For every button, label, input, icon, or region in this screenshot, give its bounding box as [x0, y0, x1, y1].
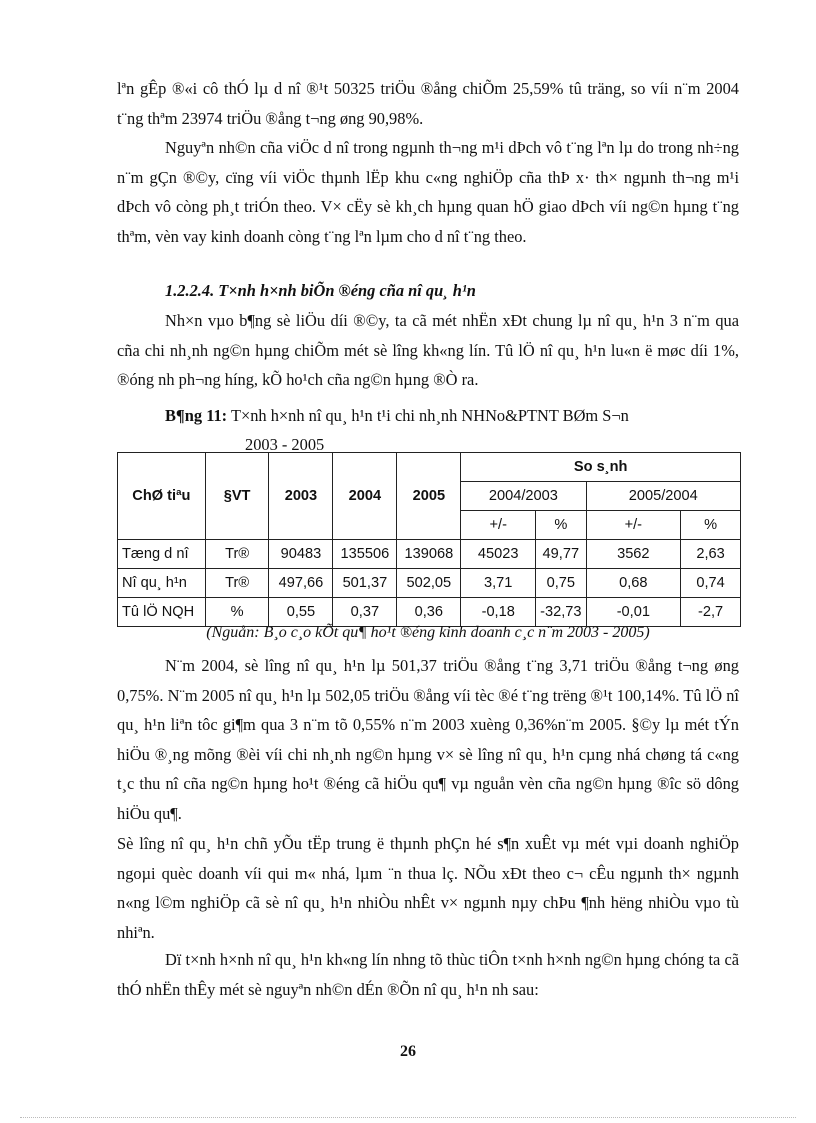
- cell-pct-1: -32,73: [536, 598, 586, 627]
- paragraph-2: Nguyªn nh©n cña viÖc d nî trong ngµnh th¬ng m¹i dÞch vô t¨ng lªn lµ do trong nh÷ng n¨m gÇn ®©y, cïng víi viÖc thµnh lËp khu c«ng nghiÖp cña thÞ x· th× ngµnh th¬ng m¹i dÞch vô còng ph¸t triÓn theo. V× cËy sè kh¸ch hµng quan hÖ giao dÞch víi ng©n hµng t¨ng thªm, vèn vay kinh doanh còng t¨ng lªn lµm cho d nî t¨ng theo.: [117, 138, 739, 246]
- cell-diff-2: -0,01: [586, 598, 681, 627]
- header-unit: §VT: [205, 453, 269, 540]
- table-caption-years: 2003 - 2005: [245, 435, 325, 454]
- cell-2004: 501,37: [333, 569, 397, 598]
- cell-indicator: Tæng d nî: [118, 540, 206, 569]
- overdue-debt-table: [117, 452, 741, 627]
- table-source: (Nguån: B¸o c¸o kÕt qu¶ ho¹t ®éng kinh doanh c¸c n¨m 2003 - 2005): [206, 624, 650, 641]
- header-2004-2003: 2004/2003: [461, 482, 586, 511]
- cell-diff-2: 0,68: [586, 569, 681, 598]
- header-plusminus-1: +/-: [461, 511, 536, 540]
- paragraph-5: Sè lîng nî qu¸ h¹n chñ yÕu tËp trung ë thµnh phÇn hé s¶n xuÊt vµ mét vµi doanh nghiÖp ngoµi quèc doanh víi qui m« nhá, lµm ¨n thua lç. NÕu xÐt theo c¬ cÊu ngµnh th× ngµnh n«ng l©m nghiÖp cã sè nî qu¸ h¹n nhiÒu nhÊt v× ngµnh nµy chÞu ¶nh hëng nhiÒu vµo tù nhiªn.: [117, 834, 739, 942]
- cell-2005: 139068: [397, 540, 461, 569]
- cell-unit: %: [205, 598, 269, 627]
- cell-2003: 497,66: [269, 569, 333, 598]
- cell-2003: 0,55: [269, 598, 333, 627]
- header-percent-2: %: [681, 511, 741, 540]
- table-row: [118, 598, 741, 627]
- cell-2005: 0,36: [397, 598, 461, 627]
- table-row: [118, 569, 741, 598]
- paragraph-4: N¨m 2004, sè lîng nî qu¸ h¹n lµ 501,37 triÖu ®ång t¨ng 3,71 triÖu ®ång t¬ng øng 0,75%. N¨m 2005 nî qu¸ h¹n lµ 502,05 triÖu ®ång víi tèc ®é t¨ng trëng ®¹t 100,14%. Tû lÖ nî qu¸ h¹n liªn tôc gi¶m qua 3 n¨m tõ 0,55% n¨m 2003 xuèng 0,36%n¨m 2005. §©y lµ mét tÝn hiÖu ®¸ng mõng ®èi víi chi nh¸nh ng©n hµng v× sè lîng nî qu¸ h¹n cµng nhá chøng tá c«ng t¸c thu nî cña ng©n hµng ho¹t ®éng cã hiÖu qu¶ vµ nguån vèn cña ng©n hµng ®îc sö dông hiÖu qu¶.: [117, 656, 739, 823]
- cell-diff-1: -0,18: [461, 598, 536, 627]
- header-compare: So s¸nh: [461, 453, 741, 482]
- cell-pct-2: 0,74: [681, 569, 741, 598]
- cell-diff-1: 45023: [461, 540, 536, 569]
- header-indicator: ChØ tiªu: [118, 453, 206, 540]
- header-2004: 2004: [333, 453, 397, 540]
- cell-2004: 135506: [333, 540, 397, 569]
- header-2005-2004: 2005/2004: [586, 482, 740, 511]
- cell-pct-2: -2,7: [681, 598, 741, 627]
- paragraph-3: Nh×n vµo b¶ng sè liÖu díi ®©y, ta cã mét nhËn xÐt chung lµ nî qu¸ h¹n 3 n¨m qua cña chi nh¸nh ng©n hµng chiÕm mét sè lîng kh«ng lín. Tû lÖ nî qu¸ h¹n lu«n ë møc díi 1%, ®óng nh ph¬ng híng, kÕ ho¹ch cña ng©n hµng ®Ò ra.: [117, 311, 739, 390]
- cell-2005: 502,05: [397, 569, 461, 598]
- cell-unit: Tr®: [205, 569, 269, 598]
- cell-2003: 90483: [269, 540, 333, 569]
- section-heading: 1.2.2.4. T×nh h×nh biÕn ®éng cña nî qu¸ h¹n: [165, 281, 476, 300]
- paragraph-6: Dï t×nh h×nh nî qu¸ h¹n kh«ng lín nhng tõ thùc tiÔn t×nh h×nh ng©n hµng chóng ta cã thÓ nhËn thÊy mét sè nguyªn nh©n dÉn ®Õn nî qu¸ h¹n nh sau:: [117, 950, 739, 999]
- table-caption-label: B¶ng 11:: [165, 406, 228, 425]
- cell-pct-1: 49,77: [536, 540, 586, 569]
- header-plusminus-2: +/-: [586, 511, 681, 540]
- cell-2004: 0,37: [333, 598, 397, 627]
- header-2003: 2003: [269, 453, 333, 540]
- cell-pct-1: 0,75: [536, 569, 586, 598]
- table-row: [118, 540, 741, 569]
- cell-indicator: Tû lÖ NQH: [118, 598, 206, 627]
- paragraph-1: lªn gÊp ®«i cô thÓ lµ d nî ®¹t 50325 triÖu ®ång chiÕm 25,59% tû träng, so víi n¨m 2004 t¨ng thªm 23974 triÖu ®ång t¬ng øng 90,98%.: [117, 79, 739, 128]
- cell-diff-2: 3562: [586, 540, 681, 569]
- table-caption-text: T×nh h×nh nî qu¸ h¹n t¹i chi nh¸nh NHNo&PTNT BØm S¬n: [230, 406, 629, 425]
- header-percent-1: %: [536, 511, 586, 540]
- page-number: 26: [400, 1043, 416, 1060]
- header-2005: 2005: [397, 453, 461, 540]
- cell-unit: Tr®: [205, 540, 269, 569]
- table-caption: [165, 401, 629, 459]
- footer-divider: [20, 1117, 796, 1118]
- cell-indicator: Nî qu¸ h¹n: [118, 569, 206, 598]
- cell-pct-2: 2,63: [681, 540, 741, 569]
- cell-diff-1: 3,71: [461, 569, 536, 598]
